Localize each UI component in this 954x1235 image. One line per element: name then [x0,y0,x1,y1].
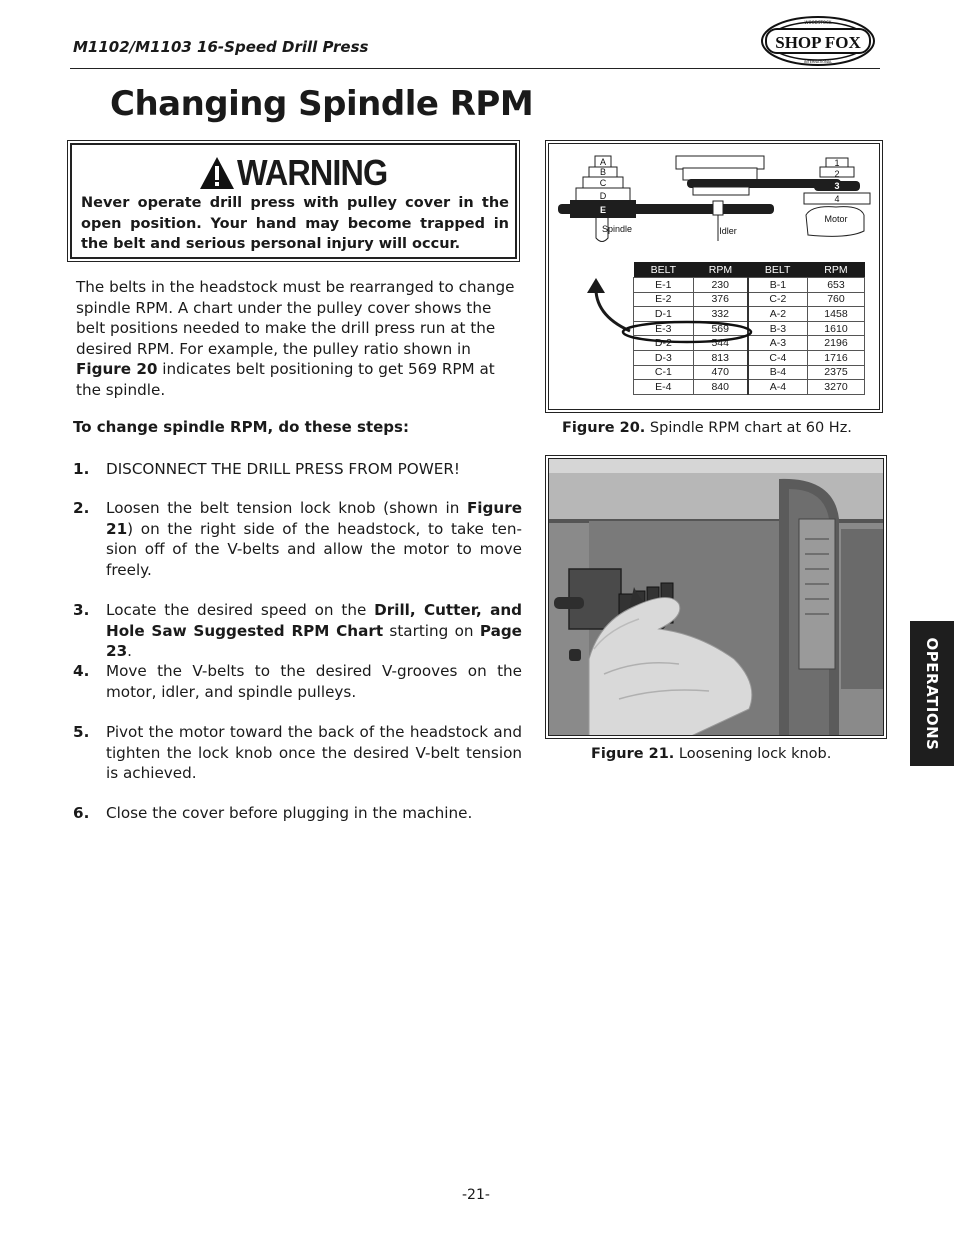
svg-text:WOODSTOCK: WOODSTOCK [804,20,832,25]
table-cell: B-1 [748,278,808,293]
shop-fox-logo [760,15,876,67]
step-text: DISCONNECT THE DRILL PRESS FROM POWER! [106,460,460,478]
table-cell: 376 [693,292,748,307]
highlight-ellipse [620,320,755,344]
step-number: 2. [73,499,90,517]
step-text-part: Loosen the belt tension lock knob (shown in [106,499,467,517]
step-1 [73,459,522,480]
table-cell: A-3 [748,336,808,351]
svg-text:INTERNATIONAL: INTERNATIONAL [803,60,833,64]
step-text-part: ) on the right side of the headstock, to take ten-sion off of the V-belts and allow the motor to move freely. [106,519,522,579]
figure-21-caption-text: Loosening lock knob. [674,746,832,762]
col-rpm-2: RPM [807,262,864,278]
table-row [634,350,865,365]
page-reference: Page 23 [106,621,522,660]
spindle-step-b: B [599,167,607,177]
spindle-step-d: D [599,191,607,201]
warning-header [199,153,404,193]
spindle-step-c: C [599,178,607,188]
step-number: 6. [73,804,90,822]
motor-step-1: 1 [834,158,840,168]
step-number: 1. [73,460,90,478]
table-cell: 2196 [807,336,864,351]
motor-step-3: 3 [834,181,840,191]
table-cell: 470 [693,365,748,380]
warning-label: WARNING [237,152,388,193]
table-cell: 1610 [807,321,864,336]
table-cell: E-1 [634,278,694,293]
figure-21-frame [548,458,884,736]
table-row [634,380,865,395]
step-text-part: . [127,642,132,660]
idler-label: Idler [719,226,737,236]
step-text [106,600,522,662]
step-4 [73,661,522,702]
table-cell: C-1 [634,365,694,380]
arrow-icon [587,278,605,293]
col-belt-1: BELT [634,262,694,278]
motor-step-2: 2 [834,169,840,179]
figure-21-reference: Figure 21 [106,499,522,538]
table-cell: 1458 [807,307,864,322]
motor-step-4: 4 [834,194,840,204]
figure-20-caption-text: Spindle RPM chart at 60 Hz. [645,420,852,436]
table-cell: A-2 [748,307,808,322]
table-cell: 569 [693,321,748,336]
table-cell: 1716 [807,350,864,365]
table-row [634,365,865,380]
lock-knob-photo [549,459,884,736]
table-cell: B-4 [748,365,808,380]
warning-box [70,143,517,259]
steps-intro: To change spindle RPM, do these steps: [73,418,409,436]
warning-triangle-icon [199,156,235,190]
table-cell: E-4 [634,380,694,395]
table-cell: 3270 [807,380,864,395]
warning-text: Never operate drill press with pulley cover in the open position. Your hand may become trapped in the belt and serious personal injury will occur. [81,195,509,252]
step-text: Close the cover before plugging in the machine. [106,804,473,822]
spindle-step-a: A [599,157,607,167]
step-2 [73,498,522,580]
motor-label: Motor [824,214,848,224]
table-cell: D-1 [634,307,694,322]
table-cell: C-4 [748,350,808,365]
intro-paragraph [76,277,521,400]
figure-21-caption [591,746,831,762]
step-3 [73,600,522,662]
table-row [634,278,865,293]
table-cell: 840 [693,380,748,395]
table-cell: 813 [693,350,748,365]
table-cell: C-2 [748,292,808,307]
page-title: Changing Spindle RPM [110,84,534,124]
page-number: -21- [462,1187,490,1203]
col-rpm-1: RPM [693,262,748,278]
table-cell: 332 [693,307,748,322]
table-cell: A-4 [748,380,808,395]
table-cell: 230 [693,278,748,293]
step-text-part: starting on [383,621,480,640]
table-cell: 544 [693,336,748,351]
col-belt-2: BELT [748,262,808,278]
step-text [106,498,522,580]
step-text: Move the V-belts to the desired V-grooves on the motor, idler, and spindle pulleys. [106,662,522,701]
intro-text-2: indicates belt positioning to get 569 RPM at the spindle. [76,360,495,399]
section-tab-label: OPERATIONS [923,637,941,750]
figure-21-label: Figure 21. [591,746,675,762]
table-cell: D-3 [634,350,694,365]
spindle-step-e: E [599,205,607,215]
figure-20-reference: Figure 20 [76,360,158,378]
svg-text:SHOP FOX: SHOP FOX [775,33,861,52]
step-text: Pivot the motor toward the back of the headstock and tighten the lock knob once the desired V-belt tension is achieved. [106,723,522,782]
step-text-part: Locate the desired speed on the [106,601,375,619]
header-rule [70,68,880,69]
section-tab-operations [910,621,954,766]
table-cell: D-2 [634,336,694,351]
table-cell: 2375 [807,365,864,380]
step-number: 3. [73,601,90,619]
spindle-label: Spindle [601,224,633,234]
header-title: M1102/M1103 16-Speed Drill Press [73,38,369,56]
table-cell: E-3 [634,321,694,336]
step-number: 5. [73,723,90,741]
table-cell: B-3 [748,321,808,336]
step-number: 4. [73,662,90,680]
figure-20-caption [562,420,852,436]
table-cell: E-2 [634,292,694,307]
table-cell: 760 [807,292,864,307]
table-cell: 653 [807,278,864,293]
step-6 [73,803,522,824]
intro-text-1: The belts in the headstock must be rearranged to change spindle RPM. A chart under the pulley cover shows the belt positions needed to make the drill press run at the desired RPM. For example, the pulley ratio shown in [76,278,515,358]
rpm-chart-reference: Drill, Cutter, and Hole Saw Suggested RPM Chart [106,601,522,640]
table-row [634,292,865,307]
figure-20-label: Figure 20. [562,420,646,436]
step-5 [73,722,522,784]
